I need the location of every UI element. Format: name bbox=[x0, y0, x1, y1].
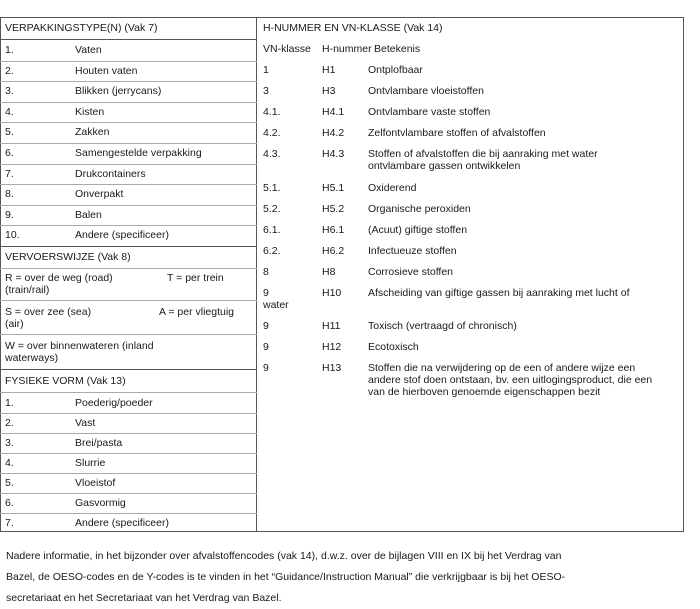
hazard-description: Ontvlambare vloeistoffen bbox=[368, 85, 484, 97]
packaging-row-divider bbox=[0, 61, 257, 62]
hazard-h-number: H8 bbox=[322, 266, 336, 278]
packaging-row-divider bbox=[0, 102, 257, 103]
packaging-item-label: Andere (specificeer) bbox=[75, 229, 169, 242]
hazard-h-number: H13 bbox=[322, 362, 342, 374]
hazard-vn-class: 5.1. bbox=[263, 182, 281, 194]
hazard-h-number: H3 bbox=[322, 85, 336, 97]
packaging-item-number: 5. bbox=[5, 126, 14, 139]
hazard-description: (Acuut) giftige stoffen bbox=[368, 224, 468, 236]
hazard-vn-class: 4.1. bbox=[263, 106, 281, 118]
packaging-item-number: 10. bbox=[5, 229, 20, 242]
physical-item-number: 5. bbox=[5, 477, 14, 489]
physical-item-label: Andere (specificeer) bbox=[75, 517, 169, 529]
packaging-item-label: Kisten bbox=[75, 105, 105, 118]
physical-item-label: Gasvormig bbox=[75, 497, 126, 509]
packaging-item-number: 3. bbox=[5, 85, 14, 98]
hazard-heading: H-NUMMER EN VN-KLASSE (Vak 14) bbox=[263, 22, 443, 34]
physical-item-label: Vast bbox=[75, 417, 96, 429]
hazard-vn-class: 4.3. bbox=[263, 148, 281, 160]
hazard-vn-class: 1 bbox=[263, 64, 269, 76]
hazard-description: Ontvlambare vaste stoffen bbox=[368, 106, 491, 118]
hazard-description: Corrosieve stoffen bbox=[368, 266, 454, 278]
packaging-item-label: Drukcontainers bbox=[75, 167, 146, 180]
physical-item-number: 4. bbox=[5, 457, 14, 469]
packaging-item-label: Samengestelde verpakking bbox=[75, 147, 202, 159]
packaging-row-divider bbox=[0, 122, 257, 123]
packaging-row-divider bbox=[0, 184, 257, 185]
hazard-h-number: H4.1 bbox=[322, 106, 345, 118]
packaging-item-label: Vaten bbox=[75, 44, 102, 56]
hazard-col-h: H-nummer bbox=[322, 43, 372, 55]
physical-row-divider bbox=[0, 513, 257, 514]
hazard-description: Oxiderend bbox=[368, 182, 417, 194]
packaging-item-label: Balen bbox=[75, 208, 102, 221]
hazard-vn-class: 9 bbox=[263, 341, 269, 353]
hazard-h-number: H6.2 bbox=[322, 245, 345, 257]
packaging-item-label: Houten vaten bbox=[75, 64, 138, 77]
hazard-h-number: H10 bbox=[322, 287, 342, 299]
packaging-item-number: 7. bbox=[5, 167, 14, 180]
hazard-vn-class: 9 bbox=[263, 362, 269, 374]
footer-line: Nadere informatie, in het bijzonder over afvalstoffencodes (vak 14), d.w.z. over de bijlagen VIII en IX bij het Verdrag van bbox=[6, 550, 562, 562]
hazard-description: Infectueuze stoffen bbox=[368, 245, 457, 257]
packaging-item-label: Zakken bbox=[75, 126, 110, 139]
physical-row-divider bbox=[0, 453, 257, 454]
hazard-h-number: H11 bbox=[322, 320, 341, 332]
packaging-row-divider bbox=[0, 81, 257, 82]
hazard-vn-class: 6.2. bbox=[263, 245, 281, 257]
hazard-description: van de hierboven genoemde eigenschappen bezit bbox=[368, 386, 601, 398]
hazard-description: Ontplofbaar bbox=[368, 64, 423, 76]
packaging-row-divider bbox=[0, 205, 257, 206]
hazard-description: ontvlambare gassen ontwikkelen bbox=[368, 160, 521, 172]
hazard-h-number: H1 bbox=[322, 64, 336, 76]
physical-item-number: 2. bbox=[5, 417, 14, 429]
transport-water: W = over binnenwateren (inland bbox=[5, 340, 154, 352]
hazard-vn-class-cont: water bbox=[263, 299, 289, 311]
transport-sea: S = over zee (sea) bbox=[5, 306, 92, 318]
hazard-description: andere stof doen ontstaan, bv. een uitlogingsproduct, die een bbox=[368, 374, 653, 386]
hazard-description: Stoffen die na verwijdering op de een of andere wijze een bbox=[368, 362, 636, 374]
hazard-h-number: H5.2 bbox=[322, 203, 345, 215]
packaging-item-label: Blikken (jerrycans) bbox=[75, 85, 162, 98]
physical-item-number: 1. bbox=[5, 397, 14, 409]
physical-row-divider bbox=[0, 473, 257, 474]
physical-heading: FYSIEKE VORM (Vak 13) bbox=[5, 375, 126, 387]
hazard-h-number: H12 bbox=[322, 341, 342, 353]
hazard-h-number: H4.2 bbox=[322, 127, 345, 139]
hazard-vn-class: 9 bbox=[263, 320, 269, 332]
transport-train-sub: (train/rail) bbox=[5, 284, 50, 296]
packaging-item-label: Onverpakt bbox=[75, 188, 124, 201]
packaging-row-divider bbox=[0, 143, 257, 144]
hazard-h-number: H5.1 bbox=[322, 182, 345, 194]
packaging-item-number: 4. bbox=[5, 105, 14, 118]
hazard-vn-class: 4.2. bbox=[263, 127, 281, 139]
hazard-description: Ecotoxisch bbox=[368, 341, 419, 353]
hazard-vn-class: 9 bbox=[263, 287, 269, 299]
transport-water-sub: waterways) bbox=[5, 352, 59, 364]
hazard-vn-class: 3 bbox=[263, 85, 269, 97]
transport-air: A = per vliegtuig bbox=[159, 306, 235, 318]
physical-heading-divider bbox=[0, 392, 257, 393]
physical-item-number: 7. bbox=[5, 517, 14, 529]
physical-item-label: Vloeistof bbox=[75, 477, 116, 489]
packaging-heading: VERPAKKINGSTYPE(N) (Vak 7) bbox=[5, 22, 158, 34]
physical-item-label: Poederig/poeder bbox=[75, 397, 153, 409]
physical-item-number: 6. bbox=[5, 497, 14, 509]
physical-row-divider bbox=[0, 493, 257, 494]
hazard-vn-class: 5.2. bbox=[263, 203, 281, 215]
hazard-description: Organische peroxiden bbox=[368, 203, 471, 215]
transport-heading-divider bbox=[0, 268, 257, 269]
hazard-vn-class: 6.1. bbox=[263, 224, 281, 236]
footer-line: secretariaat en het Secretariaat van het Verdrag van Bazel. bbox=[6, 592, 282, 604]
column-divider bbox=[256, 17, 257, 532]
packaging-item-number: 1. bbox=[5, 44, 14, 56]
hazard-col-desc: Betekenis bbox=[374, 43, 421, 55]
packaging-heading-divider bbox=[0, 39, 257, 40]
packaging-item-number: 6. bbox=[5, 147, 14, 159]
packaging-item-number: 9. bbox=[5, 208, 14, 221]
transport-air-sub: (air) bbox=[5, 318, 24, 330]
hazard-description: Stoffen of afvalstoffen die bij aanraking met water bbox=[368, 148, 598, 160]
transport-train: T = per trein bbox=[167, 272, 224, 284]
packaging-row-divider bbox=[0, 164, 257, 165]
physical-row-divider bbox=[0, 413, 257, 414]
physical-item-label: Brei/pasta bbox=[75, 437, 123, 449]
hazard-description: Afscheiding van giftige gassen bij aanraking met lucht of bbox=[368, 287, 630, 299]
transport-row-divider bbox=[0, 334, 257, 335]
hazard-vn-class: 8 bbox=[263, 266, 269, 278]
footer-line: Bazel, de OESO-codes en de Y-codes is te vinden in het “Guidance/Instruction Manual” die verkrijgbaar is bij het OESO- bbox=[6, 571, 566, 583]
transport-divider bbox=[0, 246, 257, 247]
physical-divider bbox=[0, 369, 257, 370]
transport-heading: VERVOERSWIJZE (Vak 8) bbox=[5, 251, 131, 263]
physical-item-number: 3. bbox=[5, 437, 14, 449]
physical-row-divider bbox=[0, 433, 257, 434]
transport-row-divider bbox=[0, 300, 257, 301]
hazard-col-vn: VN-klasse bbox=[263, 43, 311, 55]
hazard-description: Toxisch (vertraagd of chronisch) bbox=[368, 320, 517, 332]
hazard-h-number: H6.1 bbox=[322, 224, 345, 236]
packaging-item-number: 2. bbox=[5, 64, 14, 77]
packaging-row-divider bbox=[0, 225, 257, 226]
transport-road: R = over de weg (road) bbox=[5, 272, 113, 284]
hazard-h-number: H4.3 bbox=[322, 148, 345, 160]
packaging-item-number: 8. bbox=[5, 188, 14, 201]
hazard-description: Zelfontvlambare stoffen of afvalstoffen bbox=[368, 127, 546, 139]
physical-item-label: Slurrie bbox=[75, 457, 106, 469]
